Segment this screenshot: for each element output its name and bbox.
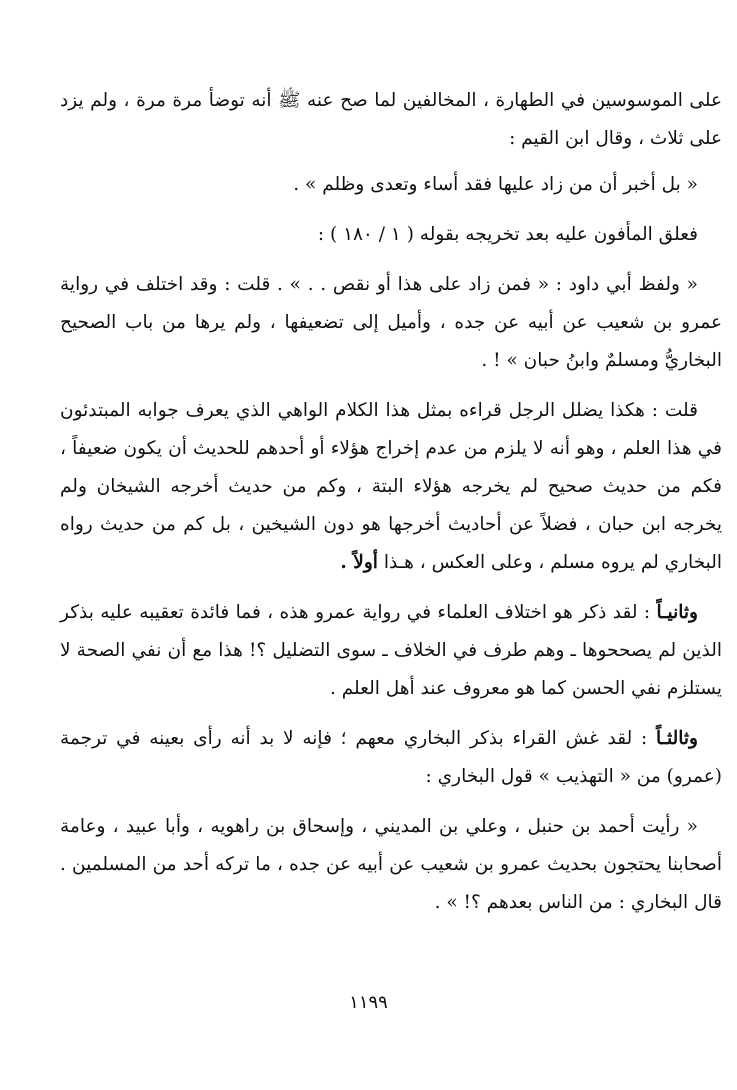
page-number: ١١٩٩ (349, 992, 388, 1013)
body-text (60, 82, 722, 934)
paragraph-1: على الموسوسين في الطهارة ، المخالفين لما صح عنه ﷺ أنه توضأ مرة مرة ، ولم يزد على ثلاث ، وقال ابن القيم : (60, 90, 722, 149)
paragraph-5 (60, 392, 722, 582)
paragraph-6 (60, 594, 722, 708)
paragraph-5-text: قلت : هكذا يضلل الرجل قراءه بمثل هذا الكلام الواهي الذي يعرف جوابه المبتدئون في هذا العلم ، وهو أنه لا يلزم من عدم إخراج هؤلاء أو أحدهم للحديث أن يكون ضعيفاً ، فكم من حديث صحيح لم يخرجه هؤلاء البتة ، وكم من حديث أخرجه الشيخان ولم يخرجه ابن حبان ، فضلاً عن أحاديث أخرجها هو دون الشيخين ، بل كم من حديث رواه البخاري لم يروه مسلم ، وعلى العكس ، هـذا (60, 400, 722, 573)
paragraph-5-bold: أولاً . (340, 552, 378, 573)
paragraph-3: فعلق المأفون عليه بعد تخريجه بقوله ( ١ / ١٨٠ ) : (317, 224, 698, 245)
paragraph-4-quote: « ولفظ أبي داود : « فمن زاد على هذا أو نقص . . » . قلت : وقد اختلف في رواية عمرو بن شعيب عن أبيه عن جده ، وأميل إلى تضعيفها ، ولم يرها من باب الصحيح البخاريُّ ومسلمٌ وابنُ حبان » ! . (60, 274, 722, 371)
paragraph-2-quote: « بل أخبر أن من زاد عليها فقد أساء وتعدى وظلم » . (293, 174, 698, 195)
paragraph-6-lead: وثانيـاً (656, 602, 698, 623)
paragraph-7-text: : لقد غش القراء بذكر البخاري معهم ؛ فإنه لا بد أنه رأى بعينه في ترجمة (عمرو) من « التهذيب » قول البخاري : (60, 728, 722, 787)
paragraph-7 (60, 720, 722, 796)
paragraph-7-lead: وثالثـاً (656, 728, 698, 749)
paragraph-8-quote: « رأيت أحمد بن حنبل ، وعلي بن المديني ، وإسحاق بن راهويه ، وأبا عبيد ، وعامة أصحابنا يحتجون بحديث عمرو بن شعيب عن أبيه عن جده ، ما تركه أحد من المسلمين . قال البخاري : من الناس بعدهم ؟! » . (60, 816, 722, 913)
paragraph-6-text: : لقد ذكر هو اختلاف العلماء في رواية عمرو هذه ، فما فائدة تعقيبه عليه بذكر الذين لم يصححوها ـ وهم طرف في الخلاف ـ سوى التضليل ؟! هذا مع أن نفي الصحة لا يستلزم نفي الحسن كما هو معروف عند أهل العلم . (60, 602, 722, 699)
